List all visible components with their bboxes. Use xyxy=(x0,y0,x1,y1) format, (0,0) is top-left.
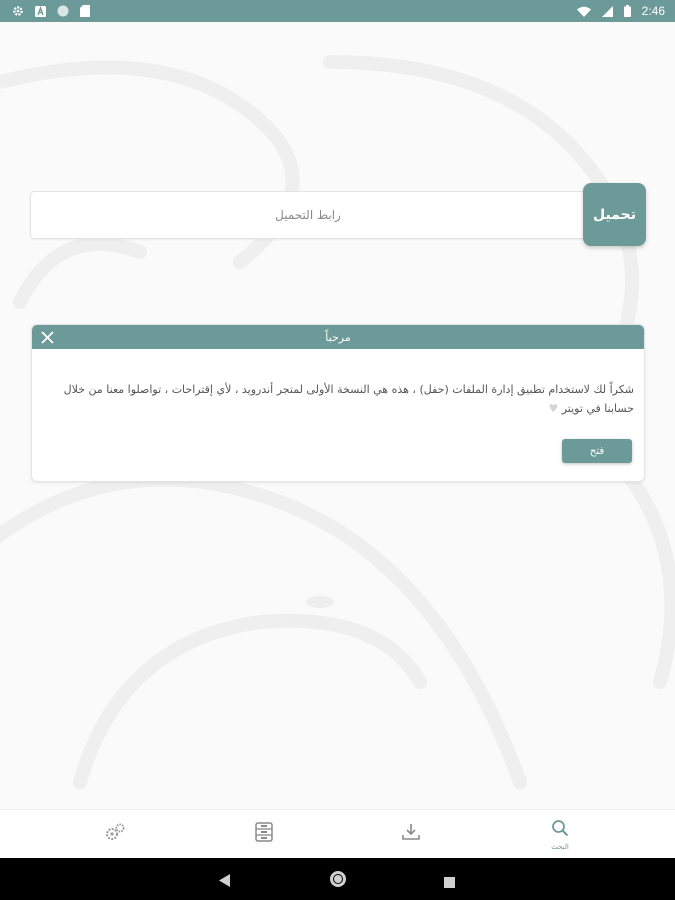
back-icon[interactable] xyxy=(219,872,231,891)
nav-item-downloads[interactable] xyxy=(381,810,441,859)
heart-icon: ♥ xyxy=(548,402,559,415)
gear-icon xyxy=(12,2,24,21)
status-right-icons xyxy=(577,2,665,21)
open-button[interactable]: فتح xyxy=(562,439,632,463)
download-row xyxy=(30,183,646,246)
wifi-icon xyxy=(577,2,591,21)
status-left-icons xyxy=(12,2,90,21)
home-icon[interactable] xyxy=(329,870,347,892)
close-icon[interactable] xyxy=(39,329,55,345)
dialog-header xyxy=(32,325,644,349)
nav-item-files[interactable] xyxy=(234,810,294,859)
status-time: 2:46 xyxy=(641,4,665,18)
signal-icon xyxy=(602,2,613,21)
recents-icon[interactable] xyxy=(444,873,455,892)
dialog-message-block xyxy=(52,380,634,418)
sd-card-icon xyxy=(80,2,90,21)
files-icon xyxy=(255,822,273,846)
text-icon xyxy=(35,2,46,21)
battery-icon xyxy=(624,2,631,21)
dialog-message: شكراً لك لاستخدام تطبيق إدارة الملفات (حفل) ، هذه هي النسخة الأولى لمتجر أندرويد ، لأي إقتراحات ، تواصلوا معنا من خلال حسابنا في تويتر xyxy=(63,383,634,415)
nav-item-settings[interactable] xyxy=(85,810,145,859)
system-navigation-bar xyxy=(0,858,675,900)
status-bar xyxy=(0,0,675,22)
gears-icon xyxy=(104,823,126,845)
dialog-title: مرحباً xyxy=(325,330,351,344)
nav-label-search: البحث xyxy=(551,842,569,851)
nav-item-search[interactable] xyxy=(530,810,590,859)
welcome-dialog xyxy=(31,324,645,482)
bottom-navigation xyxy=(0,809,675,858)
search-icon xyxy=(551,819,569,841)
download-button[interactable]: تحميل xyxy=(583,183,646,246)
circle-icon xyxy=(57,2,69,21)
download-icon xyxy=(402,823,420,845)
download-url-input[interactable] xyxy=(30,191,586,239)
